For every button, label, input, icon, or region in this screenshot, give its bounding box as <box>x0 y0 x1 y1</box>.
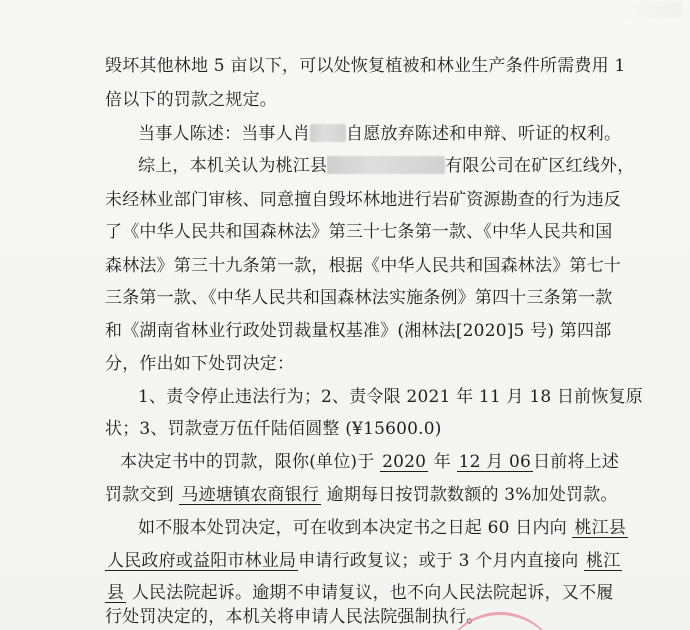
text-segment: 人民法院起诉。逾期不申请复议，也不向人民法院起诉，又不履 <box>131 583 614 603</box>
text-segment: 倍以下的罚款之规定。 <box>105 90 277 110</box>
review-authority-part1: 桃江县 <box>574 518 627 538</box>
text-segment: 本决定书中的罚款，限你(单位)于 <box>120 452 375 472</box>
redacted-company <box>327 156 445 174</box>
deadline-date: 12 月 06 <box>458 452 532 472</box>
text-line-18 <box>105 606 483 628</box>
text-line-9 <box>105 320 611 342</box>
text-segment: 森林法》第三十九条第一款，根据《中华人民共和国森林法》第七十 <box>105 256 621 276</box>
text-segment: 逾期每日按罚款数额的 3%加处罚款。 <box>326 485 618 505</box>
text-segment: 毁坏其他林地 5 亩以下，可以处恢复植被和林业生产条件所需费用 1 <box>105 56 626 76</box>
redacted-name <box>310 124 346 142</box>
text-segment: 1、责令停止违法行为；2、责令限 2021 年 11 月 18 日前恢复原 <box>138 387 643 407</box>
text-segment: 罚款交到 <box>105 485 174 505</box>
text-line-12 <box>105 418 442 440</box>
text-segment: 和《湖南省林业行政处罚裁量权基准》(湘林法[2020]5 号) 第四部 <box>105 321 612 341</box>
payment-bank: 马迹塘镇农商银行 <box>181 485 320 505</box>
text-line-1 <box>105 55 625 77</box>
text-line-5 <box>105 189 621 211</box>
text-segment: 有限公司在矿区红线外， <box>445 156 635 176</box>
text-line-7 <box>105 255 621 277</box>
deadline-year: 2020 <box>382 452 427 472</box>
text-line-4 <box>138 155 634 177</box>
text-line-10 <box>105 353 294 375</box>
text-segment: 当事人陈述：当事人肖 <box>138 124 310 144</box>
text-line-6 <box>105 221 613 243</box>
text-line-3 <box>138 123 621 145</box>
court-name-part1: 桃江 <box>586 551 621 571</box>
text-line-8 <box>105 287 613 309</box>
text-segment: 行处罚决定的，本机关将申请人民法院强制执行。 <box>105 607 484 627</box>
text-line-2 <box>105 89 277 111</box>
text-line-14 <box>105 484 618 506</box>
review-authority-part2: 人民政府或益阳市林业局 <box>107 551 297 571</box>
text-line-16 <box>105 550 622 572</box>
text-segment: 自愿放弃陈述和申辩、听证的权利。 <box>346 124 622 144</box>
text-segment: 分，作出如下处罚决定： <box>105 354 295 374</box>
text-segment: 年 <box>433 452 451 472</box>
text-segment: 三条第一款、《中华人民共和国森林法实施条例》第四十三条第一款 <box>105 288 613 308</box>
text-segment: 综上，本机关认为桃江县 <box>138 156 328 176</box>
text-line-15 <box>138 517 628 539</box>
text-line-11 <box>138 386 643 408</box>
text-segment: 未经林业部门审核、同意擅自毁坏林地进行岩矿资源勘查的行为违反 <box>105 190 621 210</box>
text-segment: 状；3、罚款壹万伍仟陆佰圆整 (¥15600.0) <box>105 419 442 439</box>
text-segment: 了《中华人民共和国森林法》第三十七条第一款、《中华人民共和国 <box>105 222 613 242</box>
text-segment: 申请行政复议；或于 3 个月内直接向 <box>298 551 579 571</box>
text-line-13 <box>120 451 619 473</box>
text-segment: 如不服本处罚决定，可在收到本决定书之日起 60 日内向 <box>138 518 567 538</box>
text-segment: 日前将上述 <box>533 452 620 472</box>
corner-watermark <box>622 2 682 18</box>
court-name-part2: 县 <box>107 583 125 603</box>
text-line-17 <box>105 582 613 604</box>
